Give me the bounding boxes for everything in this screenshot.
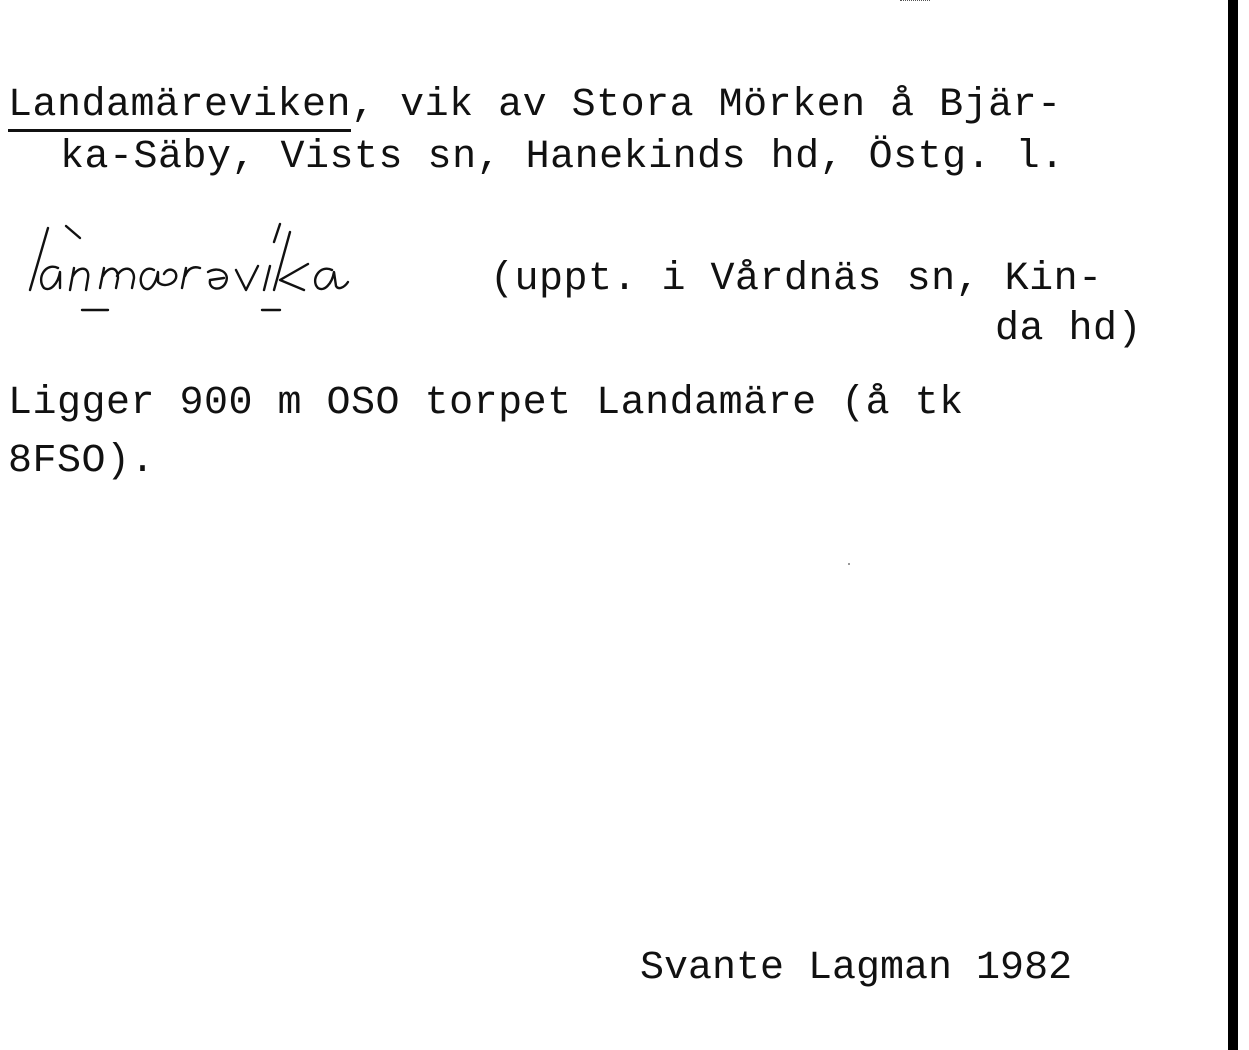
signature: Svante Lagman 1982: [640, 946, 1073, 991]
location-line-1: Ligger 900 m OSO torpet Landamäre (å tk: [8, 381, 964, 426]
pronunciation-note-line-2: da hd): [995, 307, 1143, 352]
entry-line-2: ka-Säby, Vists sn, Hanekinds hd, Östg. l.: [60, 135, 1065, 180]
handwritten-pronunciation-drawing: [18, 222, 458, 322]
location-line-2: 8FSO).: [8, 439, 156, 484]
entry-line-1: [8, 82, 1062, 130]
pronunciation-note-line-1: (uppt. i Vårdnäs sn, Kin-: [490, 257, 1103, 302]
entry-line-1-rest: , vik av Stora Mörken å Bjär-: [351, 83, 1062, 128]
headword: Landamäreviken: [8, 83, 351, 132]
card-edge: [1228, 0, 1238, 1050]
handwritten-pronunciation: [18, 222, 458, 322]
scan-mark: [900, 0, 930, 4]
speck: [848, 563, 850, 565]
